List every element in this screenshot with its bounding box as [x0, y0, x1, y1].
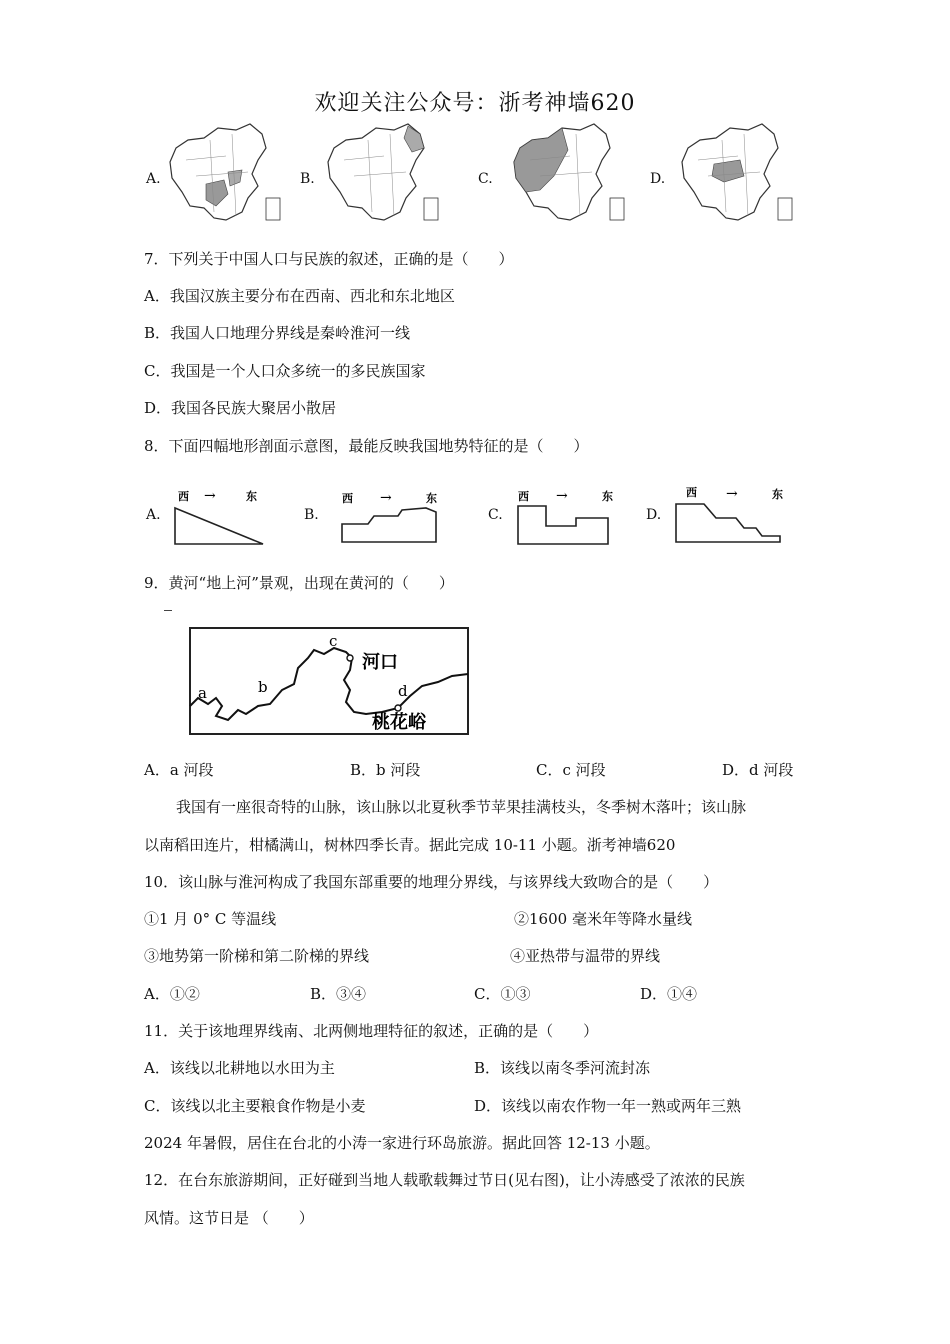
map-point-c: c — [329, 632, 338, 650]
passage-1-line-1: 我国有一座很奇特的山脉，该山脉以北夏秋季节苹果挂满枝头，冬季树木落叶；该山脉 — [176, 798, 747, 816]
q7-option-b: B．我国人口地理分界线是秦岭淮河一线 — [144, 324, 411, 342]
map-point-a: a — [198, 684, 207, 702]
q6-option-b-label: B. — [300, 171, 315, 187]
q6-option-d-label: D. — [650, 171, 666, 187]
q8-option-d-label: D. — [646, 507, 662, 523]
q10-option-a: A．①② — [144, 985, 200, 1003]
arrow-icon: → — [556, 488, 568, 504]
west-label: 西 — [518, 490, 529, 503]
q11-option-d: D．该线以南农作物一年一熟或两年三熟 — [474, 1097, 742, 1115]
arrow-icon: → — [380, 490, 392, 506]
q8-option-a-label: A. — [146, 507, 161, 523]
q10-option-d: D．①④ — [640, 985, 698, 1003]
q7-option-a: A．我国汉族主要分布在西南、西北和东北地区 — [144, 287, 455, 305]
q10-item-2: ②1600 毫米年等降水量线 — [514, 910, 692, 928]
map-point-d: d — [398, 682, 408, 700]
q9-option-d: D．d 河段 — [722, 761, 794, 779]
page-title: 欢迎关注公众号：浙考神墙620 — [314, 91, 636, 116]
q9-stem: 9．黄河“地上河”景观，出现在黄河的（ ） — [144, 574, 454, 592]
east-label: 东 — [246, 490, 257, 503]
q10-item-4: ④亚热带与温带的界线 — [510, 947, 661, 965]
q6-option-a-label: A. — [146, 171, 161, 187]
profile-diagram-d — [672, 484, 787, 550]
q11-option-b: B．该线以南冬季河流封冻 — [474, 1059, 651, 1077]
q10-item-1: ①1 月 0° C 等温线 — [144, 910, 277, 928]
east-label: 东 — [602, 490, 613, 503]
q12-stem-line-2: 风情。这节日是 （ ） — [144, 1209, 314, 1227]
q9-option-c: C．c 河段 — [536, 761, 606, 779]
q10-stem: 10．该山脉与淮河构成了我国东部重要的地理分界线，与该界线大致吻合的是（ ） — [144, 873, 719, 891]
east-label: 东 — [772, 488, 783, 501]
china-map-d — [678, 120, 798, 230]
q11-option-a: A．该线以北耕地以水田为主 — [144, 1059, 335, 1077]
divider-mark — [164, 610, 172, 611]
q8-stem: 8．下面四幅地形剖面示意图，最能反映我国地势特征的是（ ） — [144, 437, 589, 455]
q9-option-b: B．b 河段 — [350, 761, 421, 779]
profile-diagram-c — [510, 484, 620, 550]
q7-stem: 7．下列关于中国人口与民族的叙述，正确的是（ ） — [144, 250, 514, 268]
q10-item-3: ③地势第一阶梯和第二阶梯的界线 — [144, 947, 370, 965]
q7-option-c: C．我国是一个人口众多统一的多民族国家 — [144, 362, 426, 380]
hekou-marker — [347, 655, 353, 661]
q8-option-b-label: B. — [304, 507, 319, 523]
q10-option-b: B．③④ — [310, 985, 367, 1003]
passage-1-line-2: 以南稻田连片，柑橘满山，树林四季长青。据此完成 10-11 小题。浙考神墙620 — [144, 836, 676, 854]
map-point-b: b — [258, 678, 268, 696]
q8-option-c-label: C. — [488, 507, 503, 523]
taohuayu-label: 桃花峪 — [372, 712, 426, 733]
q12-stem-line-1: 12．在台东旅游期间，正好碰到当地人载歌载舞过节日(见右图)，让小涛感受了浓浓的民族 — [144, 1171, 745, 1189]
china-map-a — [166, 120, 286, 230]
china-map-c — [510, 120, 630, 230]
q11-stem: 11．关于该地理界线南、北两侧地理特征的叙述，正确的是（ ） — [144, 1022, 599, 1040]
yellow-river-map — [186, 624, 476, 740]
west-label: 西 — [178, 490, 189, 503]
taohuayu-marker — [395, 705, 401, 711]
arrow-icon: → — [726, 486, 738, 502]
profile-diagram-b — [338, 484, 448, 550]
hekou-label: 河口 — [362, 652, 398, 673]
q10-option-c: C．①③ — [474, 985, 531, 1003]
arrow-icon: → — [204, 488, 216, 504]
east-label: 东 — [426, 492, 437, 505]
q11-option-c: C．该线以北主要粮食作物是小麦 — [144, 1097, 366, 1115]
china-map-b — [324, 120, 444, 230]
q6-option-c-label: C. — [478, 171, 493, 187]
passage-2: 2024 年暑假，居住在台北的小涛一家进行环岛旅游。据此回答 12-13 小题。 — [144, 1134, 660, 1152]
q7-option-d: D．我国各民族大聚居小散居 — [144, 399, 337, 417]
west-label: 西 — [342, 492, 353, 505]
profile-diagram-a — [170, 484, 270, 550]
q9-option-a: A．a 河段 — [144, 761, 214, 779]
west-label: 西 — [686, 486, 697, 499]
